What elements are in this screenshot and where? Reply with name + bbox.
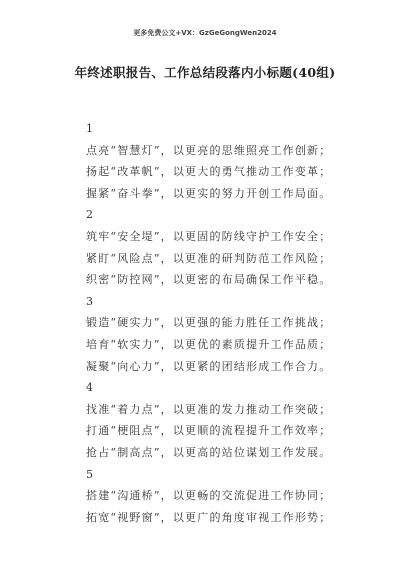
group-number: 2 [86,208,93,222]
group-number: 4 [86,381,93,395]
group-3 [86,291,386,377]
subtitle-line: 搭建“沟通桥”，以更畅的交流促进工作协同； [86,489,332,503]
group-2 [86,204,386,290]
group-number: 1 [86,122,93,135]
header-note: 更多免费公文+VX：GzGeGongWen2024 [133,29,277,37]
subtitle-line: 找准“着力点”，以更准的发力推动工作突破； [86,402,332,416]
subtitle-line: 筑牢“安全堤”，以更固的防线守护工作安全； [86,229,332,243]
subtitle-line: 扬起“改革帆”，以更大的勇气推动工作变革； [86,165,332,179]
subtitle-line: 锻造“硬实力”，以更强的能力胜任工作挑战； [86,316,332,330]
document-body [86,118,386,528]
group-5 [86,464,386,529]
subtitle-line: 拓宽“视野窗”，以更广的角度审视工作形势； [86,510,332,524]
subtitle-line: 凝聚“向心力”，以更紧的团结形成工作合力。 [86,359,332,373]
group-4 [86,377,386,463]
subtitle-line: 打通“梗阻点”，以更顺的流程提升工作效率； [86,424,332,438]
group-number: 3 [86,294,93,308]
document-title: 年终述职报告、工作总结段落内小标题(40组) [74,65,336,80]
subtitle-line: 握紧“奋斗拳”，以更实的努力开创工作局面。 [86,186,332,200]
subtitle-line: 培育“软实力”，以更优的素质提升工作品质； [86,337,332,351]
group-number: 5 [86,467,93,481]
group-1 [86,118,386,204]
subtitle-line: 织密“防控网”，以更密的布局确保工作平稳。 [86,273,332,287]
subtitle-line: 紧盯“风险点”，以更准的研判防范工作风险； [86,251,332,265]
subtitle-line: 抢占“制高点”，以更高的站位谋划工作发展。 [86,445,332,459]
subtitle-line: 点亮“智慧灯”，以更亮的思维照亮工作创新； [86,143,332,157]
